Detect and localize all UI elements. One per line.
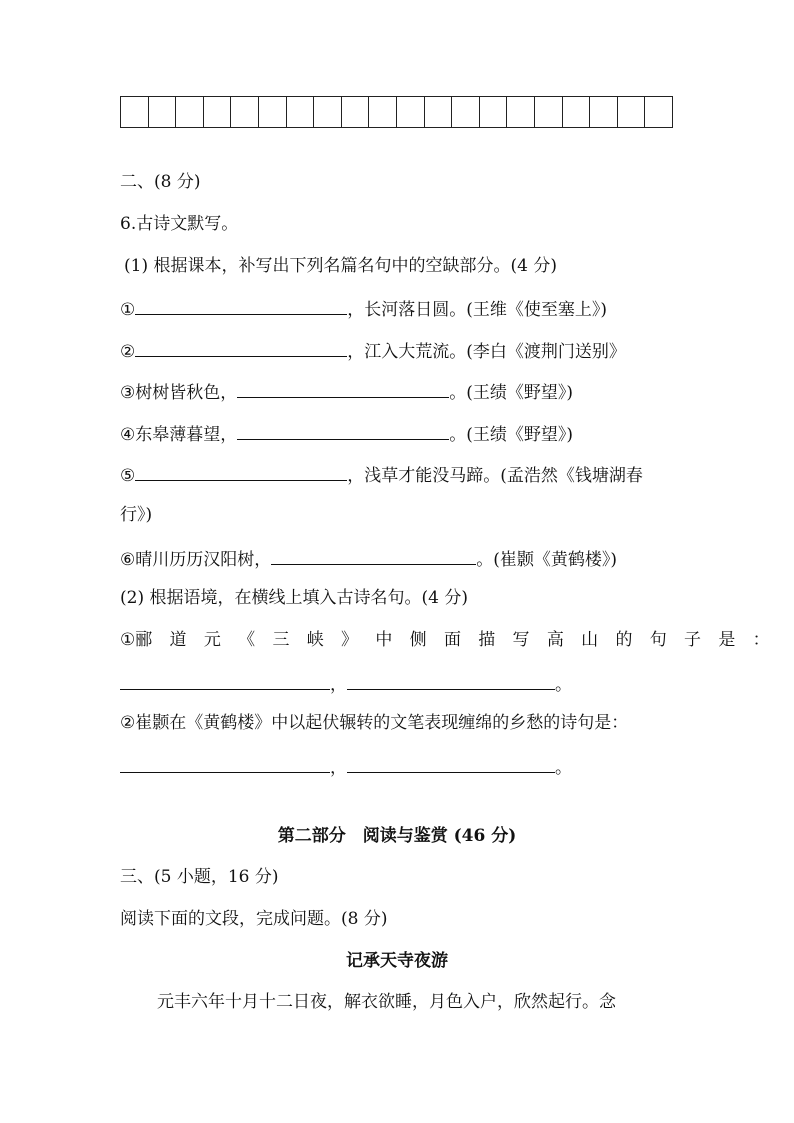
item-number: ④ [120, 425, 136, 445]
answer-grid [120, 96, 673, 128]
grid-cell[interactable] [259, 97, 287, 127]
item-text: 树树皆秋色， [135, 383, 238, 403]
section3-heading: 三、(5 小题，16 分) [120, 867, 279, 887]
item-number: ③ [120, 383, 136, 403]
item-number: ① [120, 630, 136, 650]
grid-cell[interactable] [204, 97, 232, 127]
item-number: ② [120, 713, 136, 733]
question-title: 6.古诗文默写。 [120, 214, 239, 234]
item-prompt: 郦道元《三峡》中侧面描写高山的句子是： [135, 630, 787, 650]
fill-item-6 [120, 546, 617, 571]
answer-blank[interactable] [135, 296, 347, 315]
grid-cell[interactable] [425, 97, 453, 127]
grid-cell[interactable] [618, 97, 646, 127]
answer-blank[interactable] [135, 338, 347, 357]
answer-blank[interactable] [135, 462, 347, 481]
item-text: 。(王绩《野望》) [449, 383, 574, 403]
grid-cell[interactable] [563, 97, 591, 127]
item-text: 。(崔颢《黄鹤楼》) [476, 550, 618, 570]
grid-cell[interactable] [397, 97, 425, 127]
grid-cell[interactable] [535, 97, 563, 127]
item-text: 。(王绩《野望》) [449, 425, 574, 445]
grid-cell[interactable] [342, 97, 370, 127]
item-number: ② [120, 342, 136, 362]
grid-cell[interactable] [231, 97, 259, 127]
answer-blank[interactable] [237, 379, 449, 398]
context-item-2 [120, 712, 628, 734]
grid-cell[interactable] [645, 97, 672, 127]
item-text: 行》) [120, 505, 153, 525]
answer-blank[interactable] [347, 671, 555, 690]
fill-item-5-continued [120, 504, 152, 526]
grid-cell[interactable] [452, 97, 480, 127]
fill-item-5 [120, 462, 643, 487]
grid-cell[interactable] [590, 97, 618, 127]
grid-cell[interactable] [507, 97, 535, 127]
grid-cell[interactable] [176, 97, 204, 127]
comma: ， [330, 675, 347, 695]
part2-intro: (2) 根据语境，在横线上填入古诗名句。(4 分) [120, 588, 468, 608]
answer-blank[interactable] [271, 546, 476, 565]
part1-intro: (1) 根据课本，补写出下列名篇名句中的空缺部分。(4 分) [124, 256, 557, 276]
context-item-1 [120, 629, 787, 651]
context-item-1-answer [120, 671, 572, 696]
answer-blank[interactable] [120, 754, 330, 773]
item-number: ① [120, 300, 136, 320]
period: 。 [555, 675, 572, 695]
fill-item-3 [120, 379, 573, 404]
context-item-2-answer [120, 754, 572, 779]
grid-cell[interactable] [314, 97, 342, 127]
grid-cell[interactable] [480, 97, 508, 127]
grid-cell[interactable] [369, 97, 397, 127]
fill-item-1 [120, 296, 607, 321]
period: 。 [555, 758, 572, 778]
item-text: 东皋薄暮望， [135, 425, 238, 445]
item-text: ，江入大荒流。(李白《渡荆门送别》 [347, 342, 626, 362]
answer-blank[interactable] [347, 754, 555, 773]
fill-item-4 [120, 421, 573, 446]
answer-blank[interactable] [120, 671, 330, 690]
section-heading: 二、(8 分) [120, 172, 201, 192]
reading-intro: 阅读下面的文段，完成问题。(8 分) [120, 909, 388, 929]
fill-item-2 [120, 338, 626, 363]
grid-cell[interactable] [149, 97, 177, 127]
passage-title: 记承天寺夜游 [346, 951, 448, 971]
grid-cell[interactable] [121, 97, 149, 127]
answer-blank[interactable] [237, 421, 449, 440]
item-text: ，长河落日圆。(王维《使至塞上》) [347, 300, 608, 320]
item-prompt: 崔颢在《黄鹤楼》中以起伏辗转的文笔表现缠绵的乡愁的诗句是： [135, 713, 629, 733]
part-two-heading: 第二部分 阅读与鉴赏 (46 分) [277, 826, 517, 846]
item-text: ，浅草才能没马蹄。(孟浩然《钱塘湖春 [347, 466, 643, 486]
passage-text: 元丰六年十月十二日夜，解衣欲睡，月色入户，欣然起行。念 [157, 992, 616, 1012]
comma: ， [330, 758, 347, 778]
item-number: ⑥ [120, 550, 136, 570]
item-number: ⑤ [120, 466, 136, 486]
item-text: 晴川历历汉阳树， [135, 550, 272, 570]
grid-cell[interactable] [287, 97, 315, 127]
